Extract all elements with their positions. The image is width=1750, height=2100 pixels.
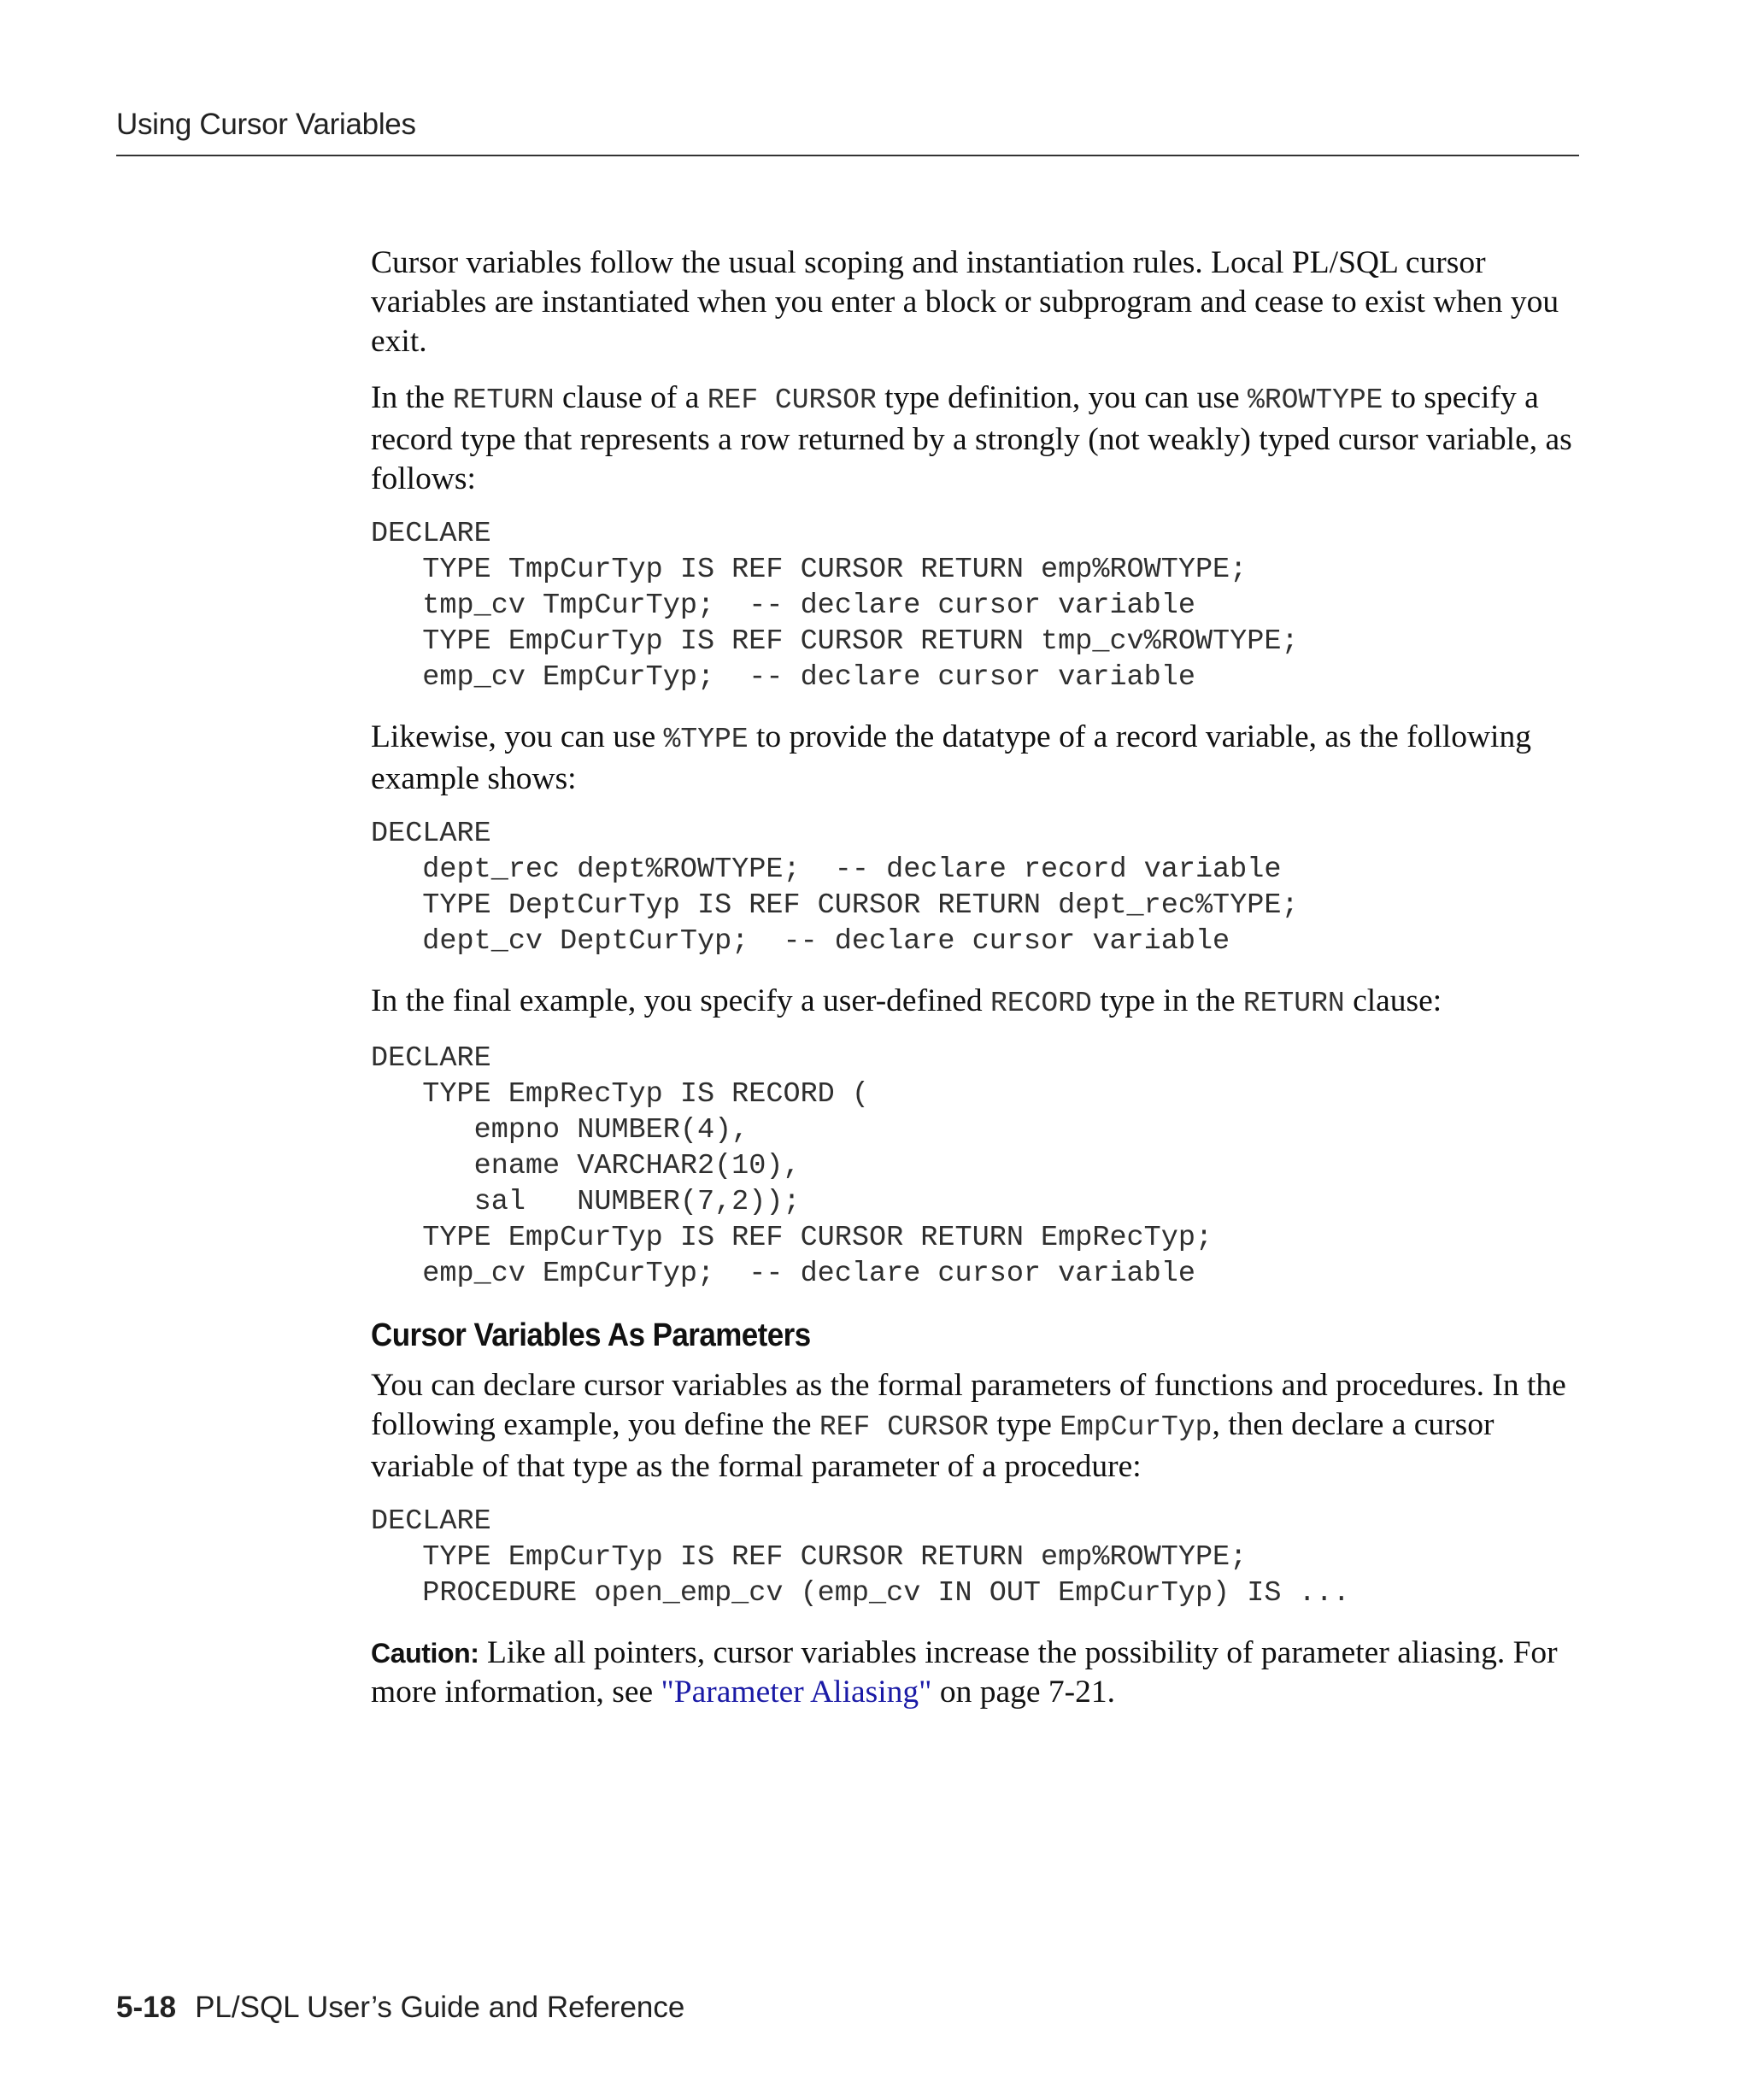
- code-block-parameters: [371, 1504, 1584, 1611]
- caution-note: [371, 1634, 1584, 1712]
- book-title: PL/SQL User’s Guide and Reference: [195, 1991, 685, 2024]
- page-footer: [116, 1991, 684, 2025]
- code-line: tmp_cv TmpCurTyp; -- declare cursor variable: [371, 590, 1195, 622]
- paragraph-rowtype: [371, 378, 1584, 499]
- inline-code: %TYPE: [663, 724, 749, 755]
- code-line: TYPE DeptCurTyp IS REF CURSOR RETURN dept_rec%TYPE;: [371, 889, 1299, 922]
- parameter-aliasing-link[interactable]: "Parameter Aliasing": [661, 1675, 932, 1710]
- code-line: emp_cv EmpCurTyp; -- declare cursor variable: [371, 661, 1195, 694]
- text-run: type in the: [1091, 983, 1243, 1018]
- text-run: In the: [371, 380, 453, 415]
- code-line: sal NUMBER(7,2));: [371, 1186, 801, 1218]
- inline-code: RETURN: [452, 384, 555, 416]
- text-run: clause:: [1344, 983, 1442, 1018]
- text-run: Like all pointers, cursor variables increase the possibility of parameter aliasing. For more information, see: [371, 1635, 1558, 1710]
- paragraph-record: [371, 982, 1584, 1024]
- code-block-rowtype: [371, 516, 1584, 695]
- running-header: Using Cursor Variables: [116, 108, 416, 141]
- code-line: dept_cv DeptCurTyp; -- declare cursor variable: [371, 925, 1230, 958]
- inline-code: %ROWTYPE: [1248, 384, 1383, 416]
- text-run: Likewise, you can use: [371, 719, 664, 754]
- code-line: TYPE EmpCurTyp IS REF CURSOR RETURN tmp_cv%ROWTYPE;: [371, 625, 1299, 658]
- code-line: ename VARCHAR2(10),: [371, 1150, 801, 1182]
- text-run: type definition, you can use: [876, 380, 1248, 415]
- code-line: emp_cv EmpCurTyp; -- declare cursor variable: [371, 1258, 1195, 1290]
- code-block-record: [371, 1041, 1584, 1292]
- code-block-type: [371, 816, 1584, 959]
- inline-code: RECORD: [990, 988, 1092, 1019]
- text-run: type: [988, 1407, 1060, 1442]
- code-line: TYPE TmpCurTyp IS REF CURSOR RETURN emp%ROWTYPE;: [371, 554, 1248, 586]
- caution-label: Caution:: [371, 1638, 479, 1669]
- paragraph-parameters: [371, 1366, 1584, 1487]
- inline-code: EmpCurTyp: [1060, 1411, 1213, 1443]
- section-heading: Cursor Variables As Parameters: [371, 1317, 811, 1353]
- code-line: dept_rec dept%ROWTYPE; -- declare record variable: [371, 853, 1282, 886]
- page-number: 5-18: [116, 1991, 177, 2024]
- code-line: empno NUMBER(4),: [371, 1114, 749, 1147]
- code-line: TYPE EmpCurTyp IS REF CURSOR RETURN EmpRecTyp;: [371, 1222, 1213, 1254]
- inline-code: RETURN: [1242, 988, 1345, 1019]
- text-run: to provide the datatype of a record variable, as the following example shows:: [371, 719, 1531, 796]
- code-line: TYPE EmpRecTyp IS RECORD (: [371, 1078, 869, 1111]
- code-line: DECLARE: [371, 818, 491, 850]
- text-run: to specify a record type that represents a row returned by a strongly (not weakly) typed cursor variable, as follows:: [371, 380, 1572, 496]
- text-run: In the final example, you specify a user-defined: [371, 983, 991, 1018]
- code-line: PROCEDURE open_emp_cv (emp_cv IN OUT EmpCurTyp) IS ...: [371, 1577, 1350, 1610]
- text-run: , then declare a cursor variable of that type as the formal parameter of a procedure:: [371, 1407, 1495, 1484]
- text-run: You can declare cursor variables as the formal parameters of functions and procedures. In the following example, you define the: [371, 1368, 1566, 1442]
- inline-code: REF CURSOR: [819, 1411, 989, 1443]
- text-run: clause of a: [554, 380, 708, 415]
- paragraph-type: [371, 718, 1584, 799]
- page-content: [371, 243, 1584, 1729]
- inline-code: REF CURSOR: [707, 384, 877, 416]
- code-line: TYPE EmpCurTyp IS REF CURSOR RETURN emp%ROWTYPE;: [371, 1541, 1248, 1574]
- header-rule: [116, 155, 1579, 156]
- code-line: DECLARE: [371, 1042, 491, 1075]
- code-line: DECLARE: [371, 1505, 491, 1538]
- paragraph-scoping: Cursor variables follow the usual scoping and instantiation rules. Local PL/SQL cursor variables are instantiated when you enter a block or subprogram and cease to exist when you exit.: [371, 245, 1559, 359]
- code-line: DECLARE: [371, 518, 491, 550]
- text-run: on page 7-21.: [931, 1675, 1116, 1710]
